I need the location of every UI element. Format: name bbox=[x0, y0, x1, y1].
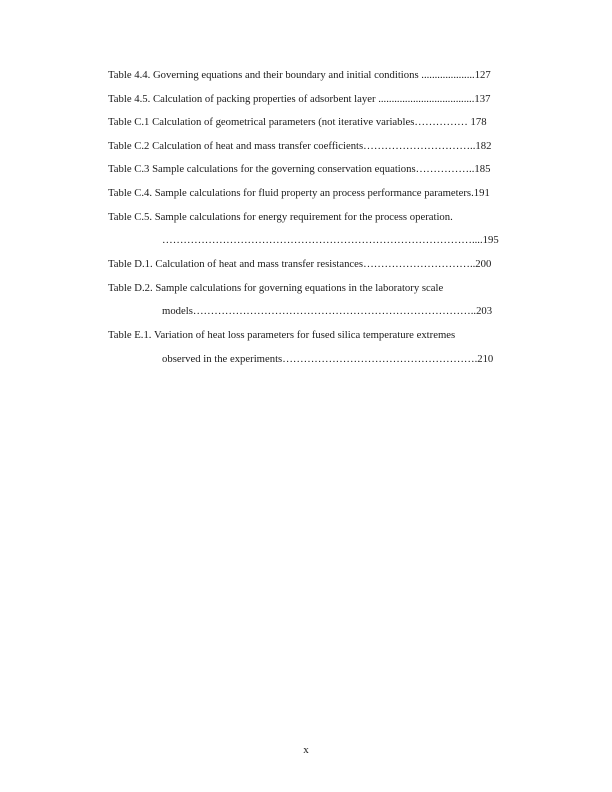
toc-entry-table-4-5 bbox=[108, 92, 542, 106]
toc-entry-table-e-1 bbox=[108, 328, 542, 366]
toc-entry-table-c-2 bbox=[108, 139, 542, 153]
toc-entry-table-d-1 bbox=[108, 257, 542, 271]
toc-entry-text: Table C.2 Calculation of heat and mass transfer coefficients…………………………..182 bbox=[108, 139, 492, 152]
toc-entry-table-c-4 bbox=[108, 186, 542, 200]
toc-entry-table-d-2 bbox=[108, 281, 542, 319]
page-number: x bbox=[303, 744, 309, 756]
toc-entry-text: Table 4.5. Calculation of packing properties of adsorbent layer ....................................137 bbox=[108, 92, 491, 105]
toc-entry-text: Table E.1. Variation of heat loss parameters for fused silica temperature extremes bbox=[108, 328, 456, 341]
toc-entry-continuation: models……………………………………………………………………..203 bbox=[162, 305, 493, 318]
list-of-tables bbox=[108, 68, 542, 375]
toc-entry-table-4-4 bbox=[108, 68, 542, 82]
toc-entry-table-c-3 bbox=[108, 162, 542, 176]
toc-entry-text: Table C.1 Calculation of geometrical parameters (not iterative variables…………… 178 bbox=[108, 116, 487, 129]
toc-entry-text: Table D.1. Calculation of heat and mass transfer resistances…………………………..200 bbox=[108, 257, 492, 270]
toc-entry-text: Table C.4. Sample calculations for fluid property an process performance parameters.191 bbox=[108, 186, 490, 199]
toc-entry-table-c-1 bbox=[108, 115, 542, 129]
toc-entry-table-c-5 bbox=[108, 210, 542, 248]
toc-entry-text: Table C.5. Sample calculations for energy requirement for the process operation. bbox=[108, 210, 453, 223]
toc-entry-continuation: observed in the experiments……………………………………………….210 bbox=[162, 352, 494, 365]
toc-entry-text: Table D.2. Sample calculations for governing equations in the laboratory scale bbox=[108, 281, 444, 294]
toc-entry-text: Table 4.4. Governing equations and their boundary and initial conditions ....................127 bbox=[108, 69, 491, 81]
toc-entry-text: Table C.3 Sample calculations for the governing conservation equations……………..185 bbox=[108, 163, 491, 176]
toc-entry-continuation: ……………………………………………………………………………....195 bbox=[162, 234, 499, 247]
